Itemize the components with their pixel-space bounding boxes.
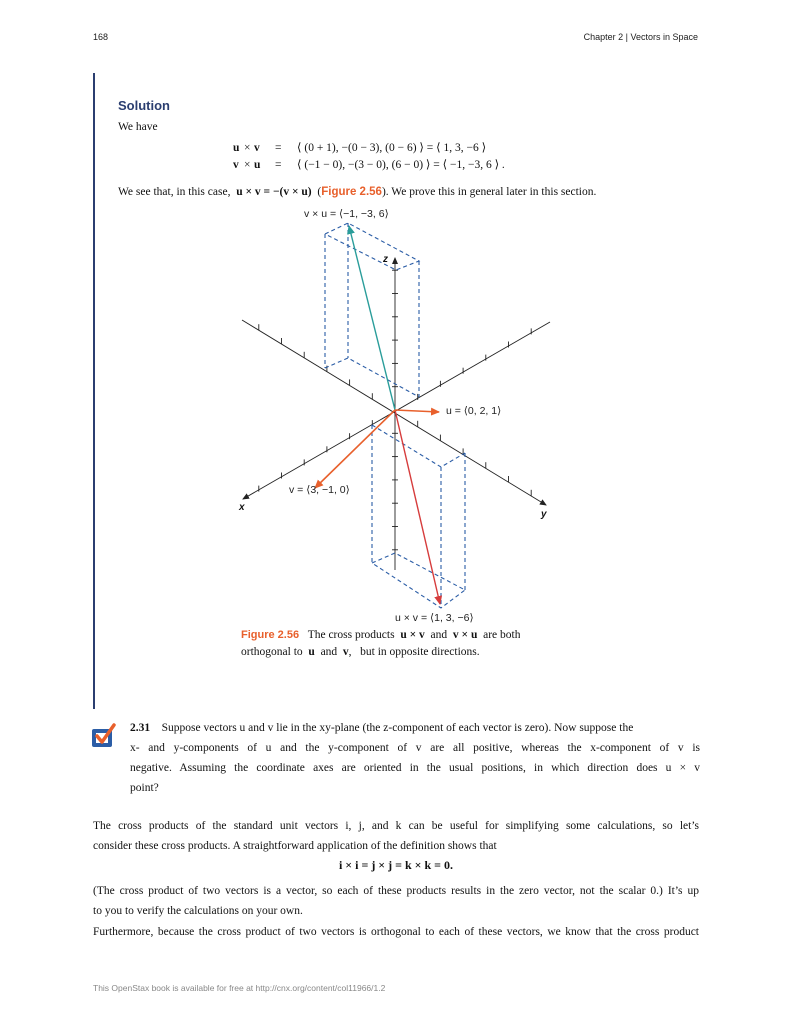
uxv-box: [372, 425, 465, 608]
exercise-number: 2.31: [130, 722, 151, 734]
eq-sign: =: [275, 159, 282, 171]
label-v: v = ⟨3, −1, 0⟩: [289, 484, 350, 496]
para3-line1: Furthermore, because the cross product of two vectors is orthogonal to each of these vectors, we know that the cross product: [93, 926, 699, 938]
unit-vector-equation: i × i = j × j = k × k = 0.: [338, 858, 454, 872]
solution-conclusion: We see that, in this case, u × v = −(v × u) (Figure 2.56). We prove this in general later in this section.: [118, 186, 597, 198]
exercise-line-1: [130, 721, 700, 735]
exercise-line-4: point?: [130, 782, 159, 794]
caption-vxu: v × u: [452, 629, 478, 641]
x-axis-label: x: [239, 502, 245, 513]
para1-line2: consider these cross products. A straightforward application of the definition shows that: [93, 840, 497, 852]
u-vector: [395, 410, 439, 412]
label-u: u = ⟨0, 2, 1⟩: [446, 405, 502, 417]
eq-lhs-u: u: [254, 159, 261, 171]
conclusion-post: ). We prove this in general later in this section.: [381, 186, 597, 198]
conclusion-pre: We see that, in this case,: [118, 186, 231, 198]
para1-line1: The cross products of the standard unit vectors i, j, and k can be useful for simplifying some calculations, so let’s: [93, 820, 699, 832]
para2-line1: (The cross product of two vectors is a vector, so each of these products results in the zero vector, not the scalar 0.) It’s up: [93, 885, 699, 897]
vxu-vector: [349, 226, 395, 410]
uxv-vector: [395, 410, 440, 604]
eq-sign: =: [275, 142, 282, 154]
solution-intro: We have: [118, 121, 158, 133]
eq-rhs: ⟨ (0 + 1), −(0 − 3), (0 − 6) ⟩ = ⟨ 1, 3, −6 ⟩: [297, 142, 487, 154]
chapter-title: Chapter 2 | Vectors in Space: [583, 32, 698, 42]
eq-lhs-u: u: [233, 142, 240, 154]
caption-label: Figure 2.56: [241, 629, 300, 641]
conclusion-math: u × v = −(v × u): [236, 186, 312, 198]
footer-note: This OpenStax book is available for free at http://cnx.org/content/col11966/1.2: [93, 983, 386, 993]
exercise-line-3: negative. Assuming the coordinate axes are oriented in the usual positions, in which direction does u × v: [130, 762, 700, 774]
checkpoint-icon: [90, 723, 118, 749]
eq-lhs-v: v: [254, 142, 260, 154]
y-axis-label: y: [541, 509, 547, 520]
label-vxu: v × u = ⟨−1, −3, 6⟩: [304, 208, 389, 220]
eq-rhs: ⟨ (−1 − 0), −(3 − 0), (6 − 0) ⟩ = ⟨ −1, −3, 6 ⟩ .: [297, 159, 505, 171]
caption-u: u: [308, 646, 315, 658]
eq-times: ×: [244, 142, 251, 154]
para2-line2: to you to verify the calculations on your own.: [93, 905, 303, 917]
caption-uxv: u × v: [400, 629, 425, 641]
exercise-line-2: x- and y-components of u and the y-component of v are all positive, whereas the x-component of v is: [130, 742, 700, 754]
figure-caption-line1: Figure 2.56 The cross products u × v and v × u are both: [241, 629, 521, 641]
solution-title: Solution: [118, 98, 170, 113]
figure-link[interactable]: Figure 2.56: [321, 186, 382, 198]
vxu-box: [325, 223, 419, 397]
eq-times: ×: [244, 159, 251, 171]
label-uxv: u × v = ⟨1, 3, −6⟩: [395, 612, 474, 624]
figure-caption-line2: orthogonal to u and v, but in opposite directions.: [241, 646, 480, 658]
z-axis-label: z: [383, 254, 388, 265]
caption-v: v: [342, 646, 349, 658]
eq-lhs-v: v: [233, 159, 239, 171]
page-number: 168: [93, 32, 109, 42]
exercise-text: Suppose vectors u and v lie in the xy-plane (the z-component of each vector is zero). Now suppose the: [161, 722, 634, 734]
